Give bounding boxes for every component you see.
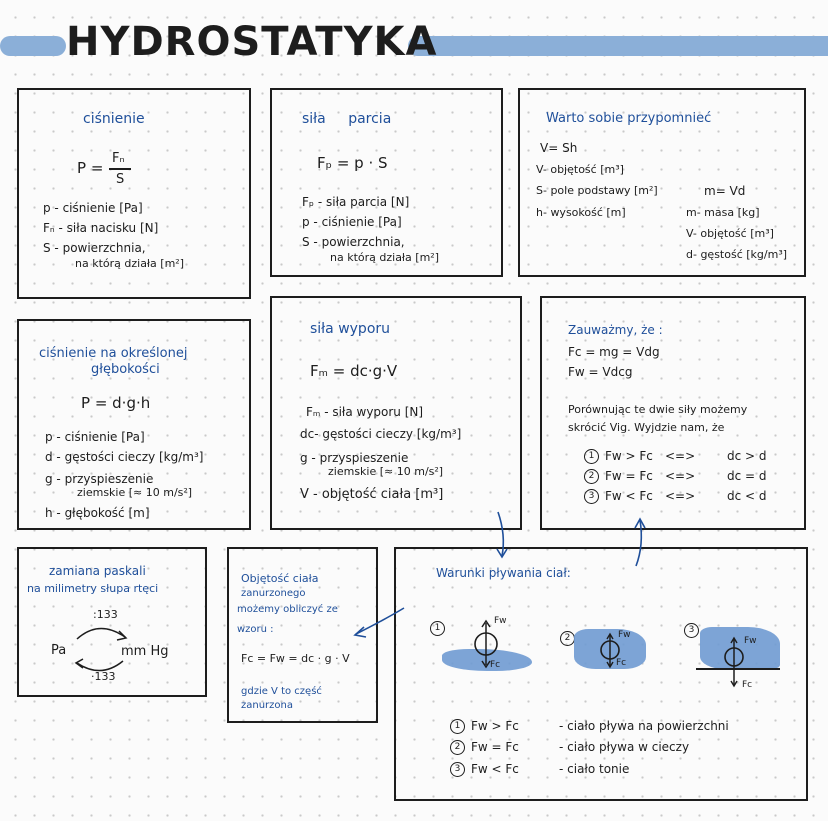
comparison-text: Porównując te dwie siły możemy: [568, 403, 748, 416]
note-line: możemy obliczyć ze: [237, 604, 338, 615]
legend-line: g - przyspieszenie: [45, 472, 154, 486]
legend-line: p - ciśnienie [Pa]: [302, 215, 402, 229]
row-rhs: dc > d: [727, 449, 767, 463]
note-line: zanurzona: [241, 700, 293, 711]
legend-line: S - powierzchnia,: [302, 235, 405, 249]
reminder-right-line: m= Vd: [704, 184, 746, 198]
force-label-bottom: Fc: [490, 660, 501, 670]
legend-line: Fₙ - siła nacisku [N]: [43, 221, 159, 235]
formula-lhs: P =: [77, 159, 104, 177]
legend-line: dc- gęstości cieczy [kg/m³]: [300, 427, 462, 441]
card-heading: siła wyporu: [310, 321, 391, 337]
card-heading: siła parcia: [302, 111, 392, 127]
row-lhs: Fw < Fc: [605, 489, 653, 503]
row-text: - ciało tonie: [559, 762, 630, 776]
conversion-top: :133: [93, 608, 118, 621]
legend-line: g - przyspieszenie: [300, 451, 409, 465]
row-arrow: <=>: [665, 489, 696, 503]
formula-denominator: S: [116, 172, 125, 187]
force-label-top: Fw: [494, 616, 507, 626]
reminder-line: h- wysokość [m]: [536, 206, 626, 219]
row-lhs: Fw = Fc: [605, 469, 653, 483]
formula-numerator: Fₙ: [112, 151, 125, 166]
legend-line: p - ciśnienie [Pa]: [45, 430, 145, 444]
number-3-icon: 3: [584, 489, 599, 504]
row-arrow: <=>: [665, 469, 696, 483]
force-label-bottom: Fc: [742, 680, 753, 690]
card-heading: Warto sobie przypomnieć: [546, 111, 712, 126]
force-label-bottom: Fc: [616, 658, 627, 668]
reminder-line: S- pole podstawy [m²]: [536, 184, 658, 197]
legend-line: S - powierzchnia,: [43, 241, 146, 255]
reminder-right-line: d- gęstość [kg/m³]: [686, 248, 788, 261]
legend-line: h - głębokość [m]: [45, 506, 150, 520]
legend-line: Fₘ - siła wyporu [N]: [306, 405, 424, 419]
legend-line: ziemskie [≈ 10 m/s²]: [77, 486, 193, 499]
force-label-top: Fw: [618, 630, 631, 640]
legend-line: ziemskie [≈ 10 m/s²]: [328, 465, 444, 478]
row-text: - ciało pływa na powierzchni: [559, 719, 729, 733]
card-heading-line2: głębokości: [91, 362, 160, 377]
legend-line: d - gęstości cieczy [kg/m³]: [45, 450, 204, 464]
legend-line: V - objętość ciała [m³]: [300, 487, 444, 502]
reminder-line: V= Sh: [540, 141, 578, 155]
number-2-icon: 2: [560, 631, 575, 646]
card-heading: Zauważmy, że :: [568, 323, 663, 337]
number-2-icon: 2: [584, 469, 599, 484]
conversion-bottom: ·133: [91, 670, 116, 683]
row-rhs: dc = d: [727, 469, 767, 483]
page-title: HYDROSTATYKA: [66, 19, 438, 65]
comparison-text: skrócić Vig. Wyjdzie nam, że: [568, 421, 725, 434]
unit-right: mm Hg: [121, 644, 169, 659]
row-lhs: Fw < Fc: [471, 762, 519, 776]
card-heading-line1: ciśnienie na określonej: [39, 346, 188, 361]
row-lhs: Fw = Fc: [471, 740, 519, 754]
card-heading-line2: na milimetry słupa rtęci: [27, 582, 159, 595]
row-arrow: <=>: [665, 449, 696, 463]
number-1-icon: 1: [584, 449, 599, 464]
reminder-right-line: V- objętość [m³]: [686, 227, 774, 240]
card-heading-line1: zamiana paskali: [49, 564, 146, 578]
row-text: - ciało pływa w cieczy: [559, 740, 690, 754]
formula: Fc = Fw = dc · g · V: [241, 652, 350, 665]
number-3-icon: 3: [450, 762, 465, 777]
card-heading: ciśnienie: [83, 111, 145, 127]
reminder-line: V- objętość [m³]: [536, 163, 624, 176]
formula: Fₚ = p · S: [317, 154, 388, 172]
reminder-right-line: m- masa [kg]: [686, 206, 760, 219]
card-heading: Warunki pływania ciał:: [436, 566, 571, 580]
note-line: zanurzonego: [241, 588, 306, 599]
note-line: Objętość ciała: [241, 572, 319, 585]
number-1-icon: 1: [450, 719, 465, 734]
row-rhs: dc < d: [727, 489, 767, 503]
formula: P = d·g·h: [81, 394, 151, 412]
note-line: gdzie V to część: [241, 686, 322, 697]
legend-line: na którą działa [m²]: [330, 251, 440, 264]
unit-left: Pa: [51, 643, 67, 658]
legend-line: na którą działa [m²]: [75, 257, 185, 270]
number-1-icon: 1: [430, 621, 445, 636]
formula: Fₘ = dc·g·V: [310, 362, 398, 380]
equation: Fc = mg = Vdg: [568, 345, 660, 359]
force-label-top: Fw: [744, 636, 757, 646]
number-2-icon: 2: [450, 740, 465, 755]
legend-line: p - ciśnienie [Pa]: [43, 201, 143, 215]
equation: Fw = Vdcg: [568, 365, 633, 379]
row-lhs: Fw > Fc: [605, 449, 653, 463]
legend-line: Fₚ - siła parcia [N]: [302, 195, 410, 209]
note-line: wzoru :: [237, 624, 274, 635]
row-lhs: Fw > Fc: [471, 719, 519, 733]
number-3-icon: 3: [684, 623, 699, 638]
